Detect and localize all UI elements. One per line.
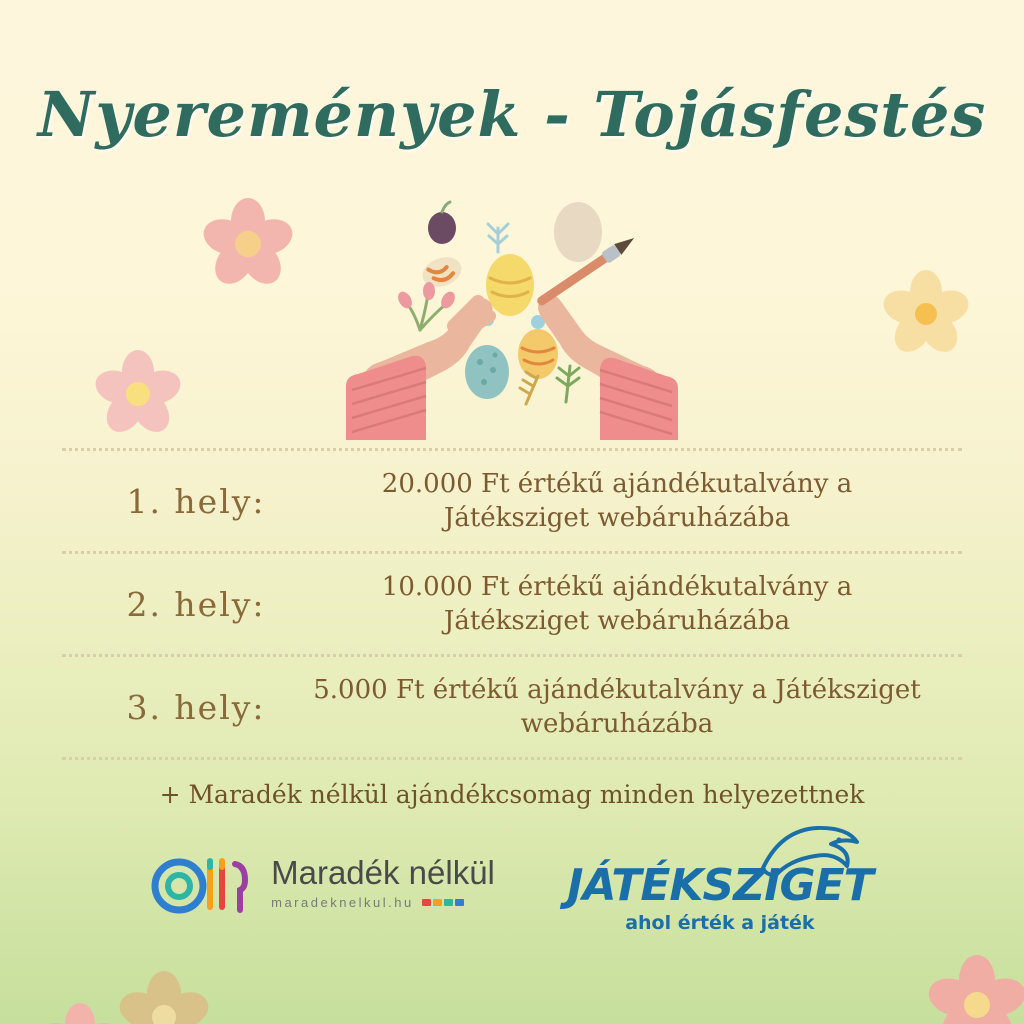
flower-petal — [924, 972, 983, 1022]
jateksziget-tagline: ahol érték a játék — [625, 912, 815, 934]
flower-petal — [243, 214, 297, 261]
flower-petal — [123, 1007, 178, 1024]
flower-decoration-pink-left — [92, 348, 184, 440]
prize-row — [62, 657, 962, 757]
maradek-nelkul-url-row — [271, 889, 495, 910]
prize-row — [62, 451, 962, 551]
flower-petal — [887, 305, 939, 359]
flower-petal — [99, 385, 151, 439]
flower-petal — [959, 955, 995, 1005]
bonus-note: + Maradék nélkül ajándékcsomag minden helyezettnek — [159, 780, 865, 809]
maradek-nelkul-wordmark: Maradék nélkül — [271, 854, 495, 891]
prize-description: 20.000 Ft értékű ajándékutalvány a Játéksziget webáruházába — [381, 468, 853, 533]
flower-petal — [75, 1018, 124, 1024]
maradek-nelkul-mark-icon — [149, 850, 257, 916]
flower-decoration-pink-bottom-center-left — [35, 1000, 125, 1024]
flower-decoration-pink-bottom-right — [922, 950, 1024, 1024]
flower-center — [964, 992, 990, 1018]
flower-petal — [125, 385, 177, 439]
flower-petal — [115, 987, 169, 1024]
flower-petal — [910, 270, 942, 314]
flower-petal — [122, 350, 154, 394]
prize-description: 5.000 Ft értékű ajándékutalvány a Játéksziget webáruházába — [313, 674, 921, 739]
flower-decoration-yellow-right — [880, 268, 972, 360]
jateksziget-wordmark: JÁTÉKSZIGET — [567, 860, 873, 911]
egg-painting-illustration — [302, 190, 722, 440]
maradek-nelkul-url: maradeknelkul.hu — [271, 895, 414, 910]
flower-petal — [962, 994, 1021, 1024]
page-title: Nyeremények - Tojásfestés — [37, 78, 987, 151]
flower-petal — [207, 234, 262, 291]
flower-petal — [35, 1018, 84, 1024]
prize-list — [62, 448, 962, 815]
flower-petal — [133, 365, 185, 409]
prize-place-label: 2. hely: — [126, 584, 266, 624]
flower-center — [152, 1005, 176, 1024]
flower-petal — [159, 987, 213, 1024]
flower-petal — [91, 365, 143, 409]
flower-petal — [933, 994, 992, 1024]
logo-row — [0, 832, 1024, 942]
logo-jateksziget — [565, 832, 875, 942]
flower-center — [235, 231, 261, 257]
flower-petal — [879, 285, 931, 329]
flower-petal — [231, 198, 265, 244]
logo-maradek-nelkul — [149, 850, 495, 916]
prize-place-label: 1. hely: — [126, 481, 266, 521]
flower-petal — [971, 972, 1024, 1022]
flower-petal — [150, 1007, 205, 1024]
prize-place-label: 3. hely: — [126, 687, 266, 727]
flower-center — [915, 303, 937, 325]
flower-decoration-pink-top — [198, 196, 298, 292]
prize-row — [62, 554, 962, 654]
flower-petal — [234, 234, 289, 291]
flower-petal — [147, 971, 181, 1017]
flower-petal — [65, 1003, 95, 1024]
flower-center — [126, 382, 150, 406]
maradek-nelkul-color-bars — [422, 899, 464, 906]
flower-decoration-tan-bottom-left — [115, 968, 213, 1024]
prize-description: 10.000 Ft értékű ajándékutalvány a Játéksziget webáruházába — [381, 571, 853, 636]
flower-petal — [921, 285, 973, 329]
flower-petal — [913, 305, 965, 359]
flower-petal — [199, 214, 253, 261]
